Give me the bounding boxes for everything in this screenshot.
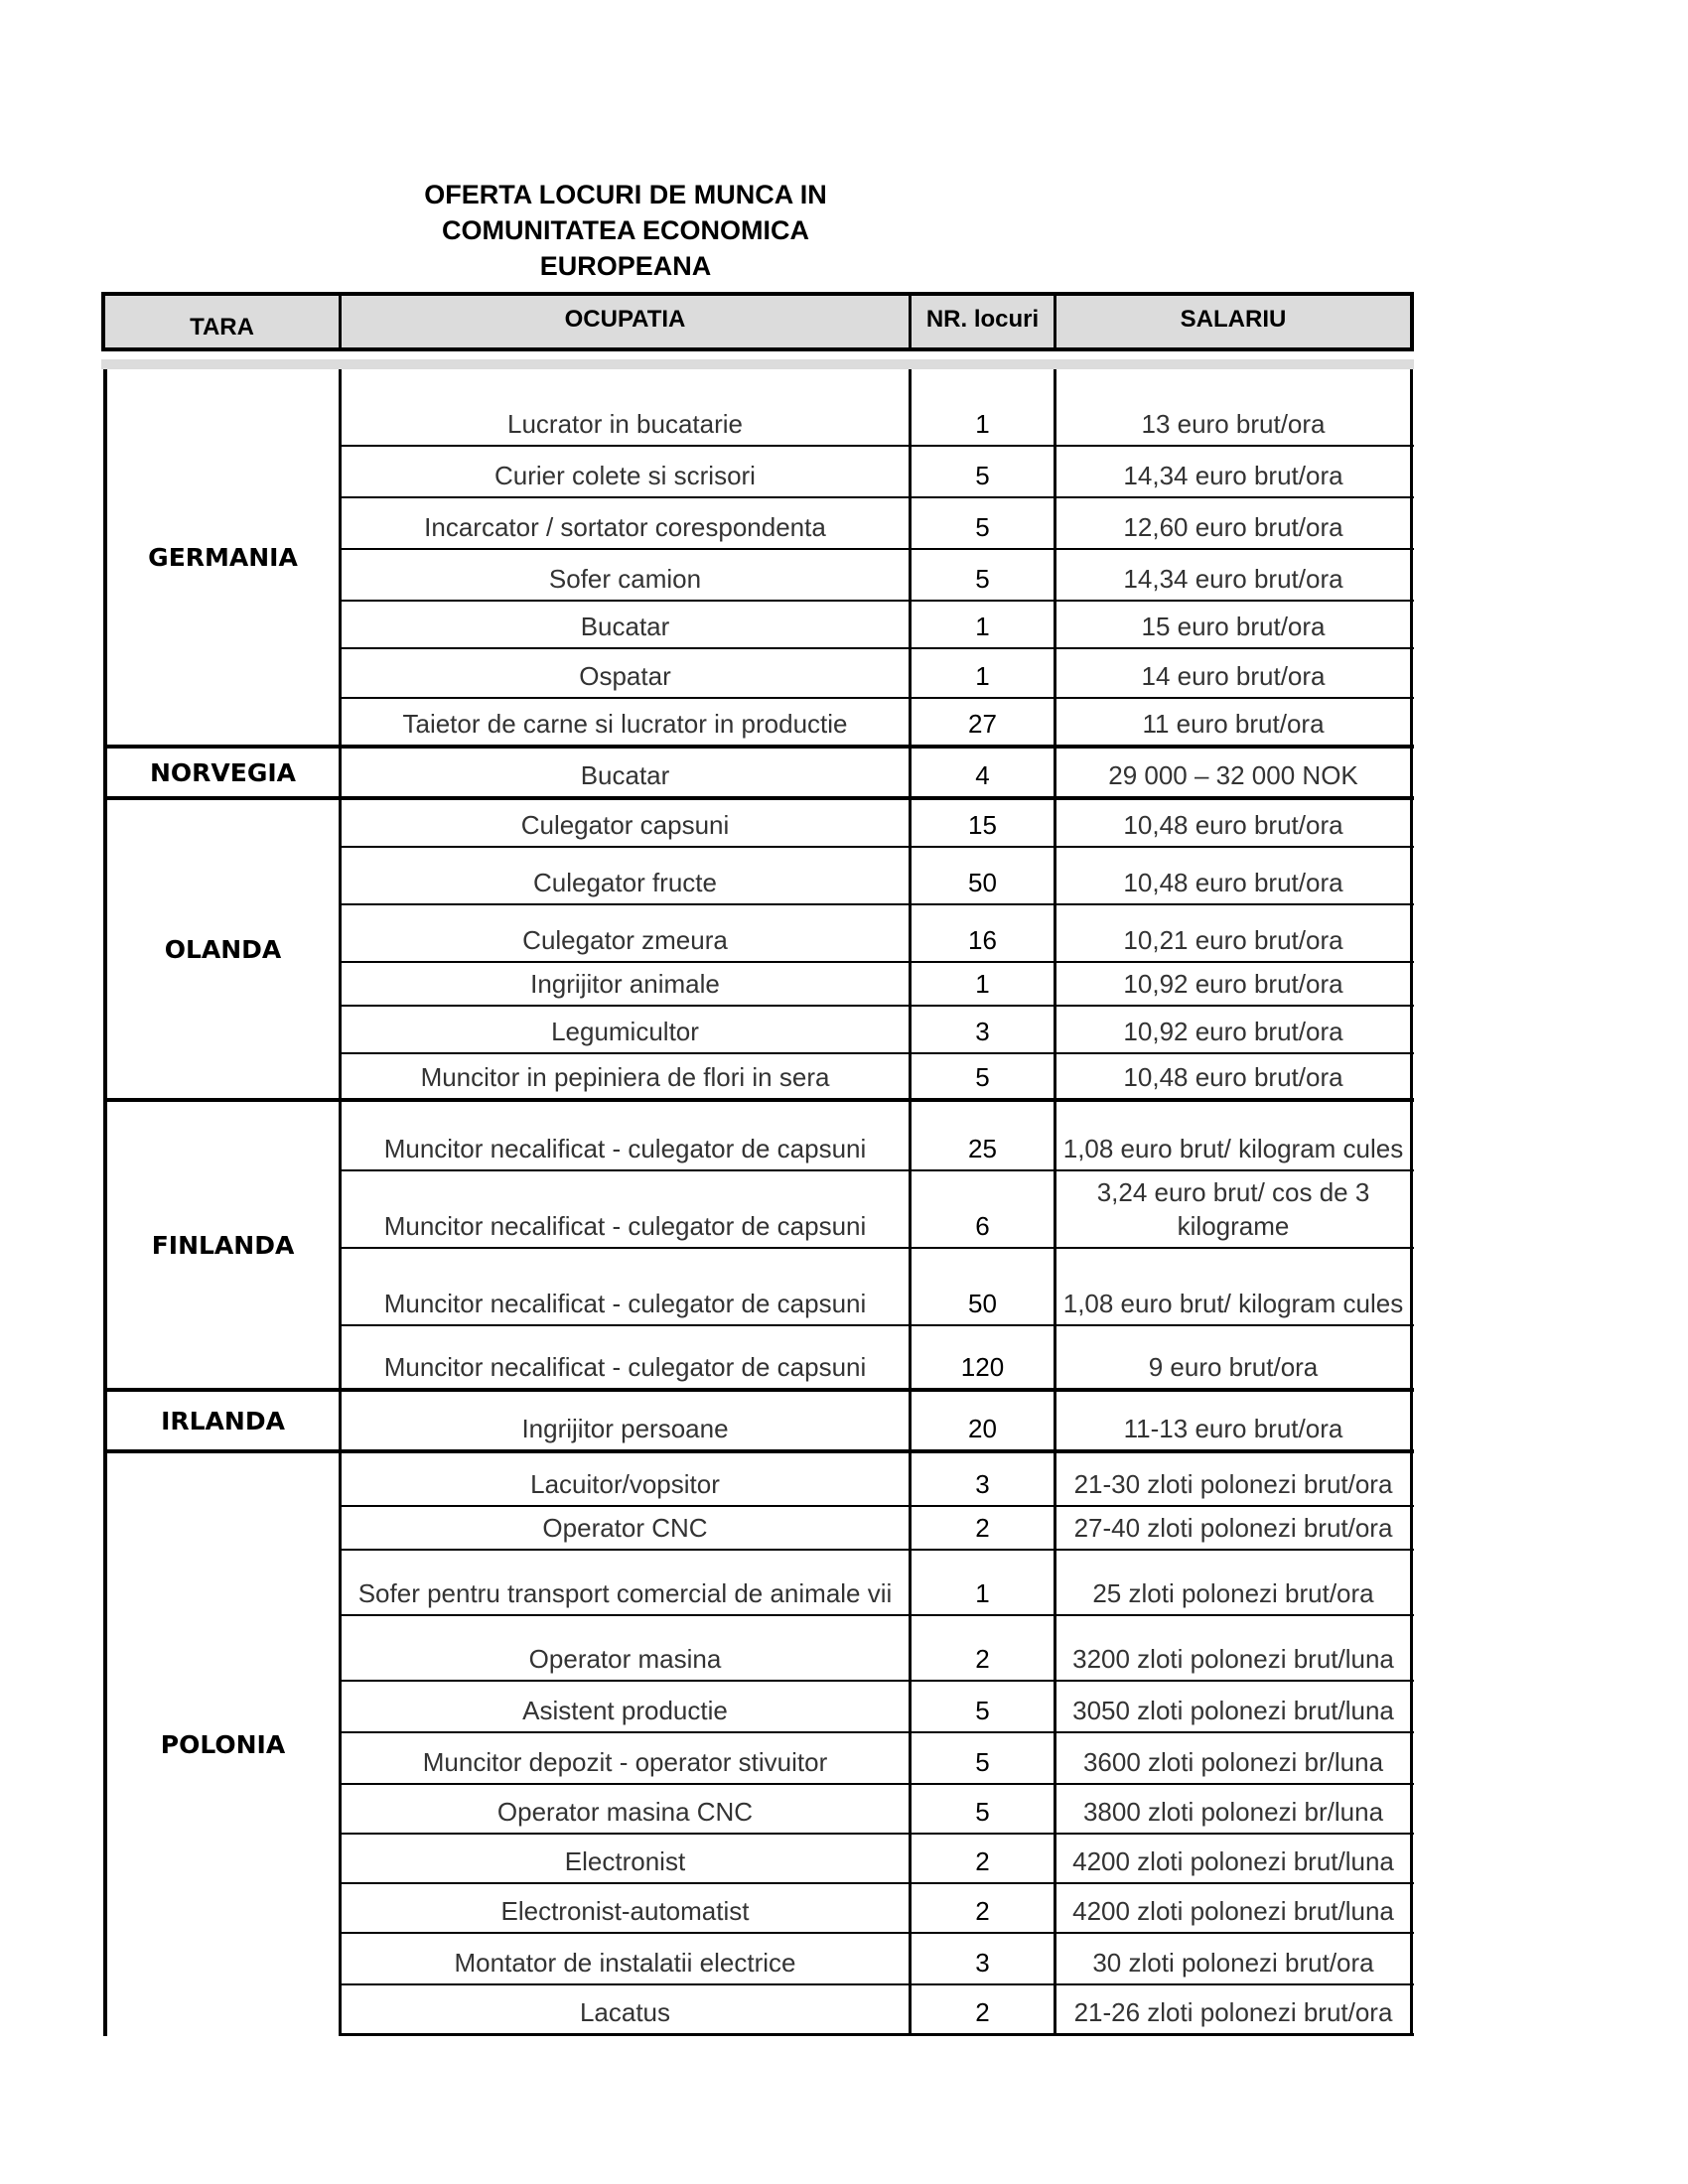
country-cell: IRLANDA bbox=[107, 1392, 342, 1449]
positions-cell: 1 bbox=[912, 649, 1056, 697]
positions-cell: 50 bbox=[912, 848, 1056, 903]
occupation-cell: Culegator fructe bbox=[342, 848, 912, 903]
positions-cell: 1 bbox=[912, 963, 1056, 1005]
salary-cell: 1,08 euro brut/ kilogram cules bbox=[1056, 1249, 1413, 1324]
positions-cell: 3 bbox=[912, 1934, 1056, 1983]
country-group bbox=[107, 1098, 1414, 1388]
occupation-cell: Ingrijitor persoane bbox=[342, 1392, 912, 1449]
country-cell: OLANDA bbox=[107, 800, 342, 1098]
salary-cell: 25 zloti polonezi brut/ora bbox=[1056, 1551, 1413, 1614]
table-header bbox=[101, 292, 1414, 351]
country-rows bbox=[342, 369, 1414, 745]
salary-cell: 29 000 – 32 000 NOK bbox=[1056, 749, 1413, 796]
table-row bbox=[342, 1326, 1414, 1388]
positions-cell: 20 bbox=[912, 1392, 1056, 1449]
country-group bbox=[107, 369, 1414, 745]
positions-cell: 5 bbox=[912, 447, 1056, 496]
occupation-cell: Lacatus bbox=[342, 1985, 912, 2033]
table-row bbox=[342, 1616, 1414, 1682]
table-row bbox=[342, 649, 1414, 699]
occupation-cell: Muncitor necalificat - culegator de capsuni bbox=[342, 1171, 912, 1247]
occupation-cell: Operator masina bbox=[342, 1616, 912, 1680]
country-group bbox=[107, 1388, 1414, 1449]
salary-cell: 3200 zloti polonezi brut/luna bbox=[1056, 1616, 1413, 1680]
header-tara: TARA bbox=[105, 296, 342, 347]
occupation-cell: Sofer camion bbox=[342, 550, 912, 600]
occupation-cell: Incarcator / sortator corespondenta bbox=[342, 498, 912, 548]
table-row bbox=[342, 749, 1414, 796]
positions-cell: 2 bbox=[912, 1884, 1056, 1932]
table-row bbox=[342, 1884, 1414, 1934]
country-cell: NORVEGIA bbox=[107, 749, 342, 796]
salary-cell: 1,08 euro brut/ kilogram cules bbox=[1056, 1102, 1413, 1169]
country-group bbox=[107, 796, 1414, 1098]
table-row bbox=[342, 550, 1414, 602]
table-row bbox=[342, 1682, 1414, 1733]
occupation-cell: Asistent productie bbox=[342, 1682, 912, 1731]
salary-cell: 27-40 zloti polonezi brut/ora bbox=[1056, 1507, 1413, 1549]
occupation-cell: Curier colete si scrisori bbox=[342, 447, 912, 496]
occupation-cell: Lacuitor/vopsitor bbox=[342, 1453, 912, 1505]
occupation-cell: Muncitor in pepiniera de flori in sera bbox=[342, 1054, 912, 1098]
salary-cell: 10,92 euro brut/ora bbox=[1056, 1007, 1413, 1052]
positions-cell: 16 bbox=[912, 905, 1056, 961]
country-rows bbox=[342, 749, 1414, 796]
occupation-cell: Bucatar bbox=[342, 602, 912, 647]
table-row bbox=[342, 848, 1414, 905]
header-ocupatia: OCUPATIA bbox=[342, 296, 912, 347]
title-line-3: EUROPEANA bbox=[539, 251, 712, 281]
occupation-cell: Legumicultor bbox=[342, 1007, 912, 1052]
table-row bbox=[342, 1007, 1414, 1054]
positions-cell: 2 bbox=[912, 1985, 1056, 2033]
title-line-1: OFERTA LOCURI DE MUNCA IN bbox=[424, 180, 827, 209]
table-row bbox=[342, 1507, 1414, 1551]
table-row bbox=[342, 1551, 1414, 1616]
table-row bbox=[342, 1453, 1414, 1507]
occupation-cell: Muncitor necalificat - culegator de capsuni bbox=[342, 1326, 912, 1388]
positions-cell: 1 bbox=[912, 1551, 1056, 1614]
occupation-cell: Muncitor necalificat - culegator de capsuni bbox=[342, 1102, 912, 1169]
salary-cell: 3050 zloti polonezi brut/luna bbox=[1056, 1682, 1413, 1731]
salary-cell: 3,24 euro brut/ cos de 3 kilograme bbox=[1056, 1171, 1413, 1247]
jobs-table bbox=[103, 369, 1414, 2036]
table-row bbox=[342, 800, 1414, 848]
salary-cell: 10,92 euro brut/ora bbox=[1056, 963, 1413, 1005]
occupation-cell: Operator CNC bbox=[342, 1507, 912, 1549]
country-rows bbox=[342, 1102, 1414, 1388]
positions-cell: 3 bbox=[912, 1007, 1056, 1052]
country-group bbox=[107, 1449, 1414, 2036]
table-row bbox=[342, 1934, 1414, 1985]
occupation-cell: Operator masina CNC bbox=[342, 1785, 912, 1833]
positions-cell: 120 bbox=[912, 1326, 1056, 1388]
positions-cell: 50 bbox=[912, 1249, 1056, 1324]
positions-cell: 4 bbox=[912, 749, 1056, 796]
table-row bbox=[342, 1785, 1414, 1835]
salary-cell: 30 zloti polonezi brut/ora bbox=[1056, 1934, 1413, 1983]
table-row bbox=[342, 1985, 1414, 2033]
table-row bbox=[342, 498, 1414, 550]
positions-cell: 5 bbox=[912, 1682, 1056, 1731]
occupation-cell: Electronist-automatist bbox=[342, 1884, 912, 1932]
salary-cell: 12,60 euro brut/ora bbox=[1056, 498, 1413, 548]
positions-cell: 27 bbox=[912, 699, 1056, 745]
occupation-cell: Muncitor depozit - operator stivuitor bbox=[342, 1733, 912, 1783]
table-row bbox=[342, 699, 1414, 745]
table-row bbox=[342, 602, 1414, 649]
salary-cell: 9 euro brut/ora bbox=[1056, 1326, 1413, 1388]
table-row bbox=[342, 447, 1414, 498]
header-nr-locuri: NR. locuri bbox=[912, 296, 1056, 347]
salary-cell: 11 euro brut/ora bbox=[1056, 699, 1413, 745]
country-rows bbox=[342, 1453, 1414, 2036]
table-row bbox=[342, 963, 1414, 1007]
country-group bbox=[107, 745, 1414, 796]
positions-cell: 6 bbox=[912, 1171, 1056, 1247]
salary-cell: 11-13 euro brut/ora bbox=[1056, 1392, 1413, 1449]
table-row bbox=[342, 905, 1414, 963]
title-line-2: COMUNITATEA ECONOMICA bbox=[442, 215, 809, 245]
table-row bbox=[342, 369, 1414, 447]
positions-cell: 2 bbox=[912, 1835, 1056, 1882]
occupation-cell: Sofer pentru transport comercial de animale vii bbox=[342, 1551, 912, 1614]
salary-cell: 21-26 zloti polonezi brut/ora bbox=[1056, 1985, 1413, 2033]
document-title bbox=[377, 177, 874, 284]
positions-cell: 5 bbox=[912, 498, 1056, 548]
salary-cell: 4200 zloti polonezi brut/luna bbox=[1056, 1835, 1413, 1882]
positions-cell: 1 bbox=[912, 369, 1056, 445]
table-row bbox=[342, 1733, 1414, 1785]
header-separator bbox=[101, 359, 1414, 369]
occupation-cell: Montator de instalatii electrice bbox=[342, 1934, 912, 1983]
positions-cell: 1 bbox=[912, 602, 1056, 647]
salary-cell: 14 euro brut/ora bbox=[1056, 649, 1413, 697]
header-salariu: SALARIU bbox=[1180, 306, 1287, 333]
occupation-cell: Lucrator in bucatarie bbox=[342, 369, 912, 445]
salary-cell: 4200 zloti polonezi brut/luna bbox=[1056, 1884, 1413, 1932]
salary-cell: 15 euro brut/ora bbox=[1056, 602, 1413, 647]
occupation-cell: Bucatar bbox=[342, 749, 912, 796]
positions-cell: 5 bbox=[912, 1733, 1056, 1783]
positions-cell: 5 bbox=[912, 1785, 1056, 1833]
occupation-cell: Ingrijitor animale bbox=[342, 963, 912, 1005]
table-row bbox=[342, 1249, 1414, 1326]
occupation-cell: Taietor de carne si lucrator in productie bbox=[342, 699, 912, 745]
positions-cell: 5 bbox=[912, 550, 1056, 600]
occupation-cell: Muncitor necalificat - culegator de capsuni bbox=[342, 1249, 912, 1324]
country-rows bbox=[342, 800, 1414, 1098]
positions-cell: 5 bbox=[912, 1054, 1056, 1098]
salary-cell: 3600 zloti polonezi br/luna bbox=[1056, 1733, 1413, 1783]
table-row bbox=[342, 1102, 1414, 1171]
occupation-cell: Electronist bbox=[342, 1835, 912, 1882]
country-cell: FINLANDA bbox=[107, 1102, 342, 1388]
occupation-cell: Culegator zmeura bbox=[342, 905, 912, 961]
salary-cell: 21-30 zloti polonezi brut/ora bbox=[1056, 1453, 1413, 1505]
salary-cell: 14,34 euro brut/ora bbox=[1056, 550, 1413, 600]
country-cell: POLONIA bbox=[107, 1453, 342, 2036]
salary-cell: 10,48 euro brut/ora bbox=[1056, 800, 1413, 846]
country-rows bbox=[342, 1392, 1414, 1449]
salary-cell: 14,34 euro brut/ora bbox=[1056, 447, 1413, 496]
table-row bbox=[342, 1171, 1414, 1249]
salary-cell: 10,48 euro brut/ora bbox=[1056, 1054, 1413, 1098]
salary-cell: 10,48 euro brut/ora bbox=[1056, 848, 1413, 903]
occupation-cell: Ospatar bbox=[342, 649, 912, 697]
positions-cell: 15 bbox=[912, 800, 1056, 846]
salary-cell: 13 euro brut/ora bbox=[1056, 369, 1413, 445]
positions-cell: 3 bbox=[912, 1453, 1056, 1505]
positions-cell: 2 bbox=[912, 1616, 1056, 1680]
positions-cell: 2 bbox=[912, 1507, 1056, 1549]
country-cell: GERMANIA bbox=[107, 369, 342, 745]
occupation-cell: Culegator capsuni bbox=[342, 800, 912, 846]
table-row bbox=[342, 1054, 1414, 1098]
positions-cell: 25 bbox=[912, 1102, 1056, 1169]
salary-cell: 3800 zloti polonezi br/luna bbox=[1056, 1785, 1413, 1833]
salary-cell: 10,21 euro brut/ora bbox=[1056, 905, 1413, 961]
table-row bbox=[342, 1392, 1414, 1449]
table-row bbox=[342, 1835, 1414, 1884]
